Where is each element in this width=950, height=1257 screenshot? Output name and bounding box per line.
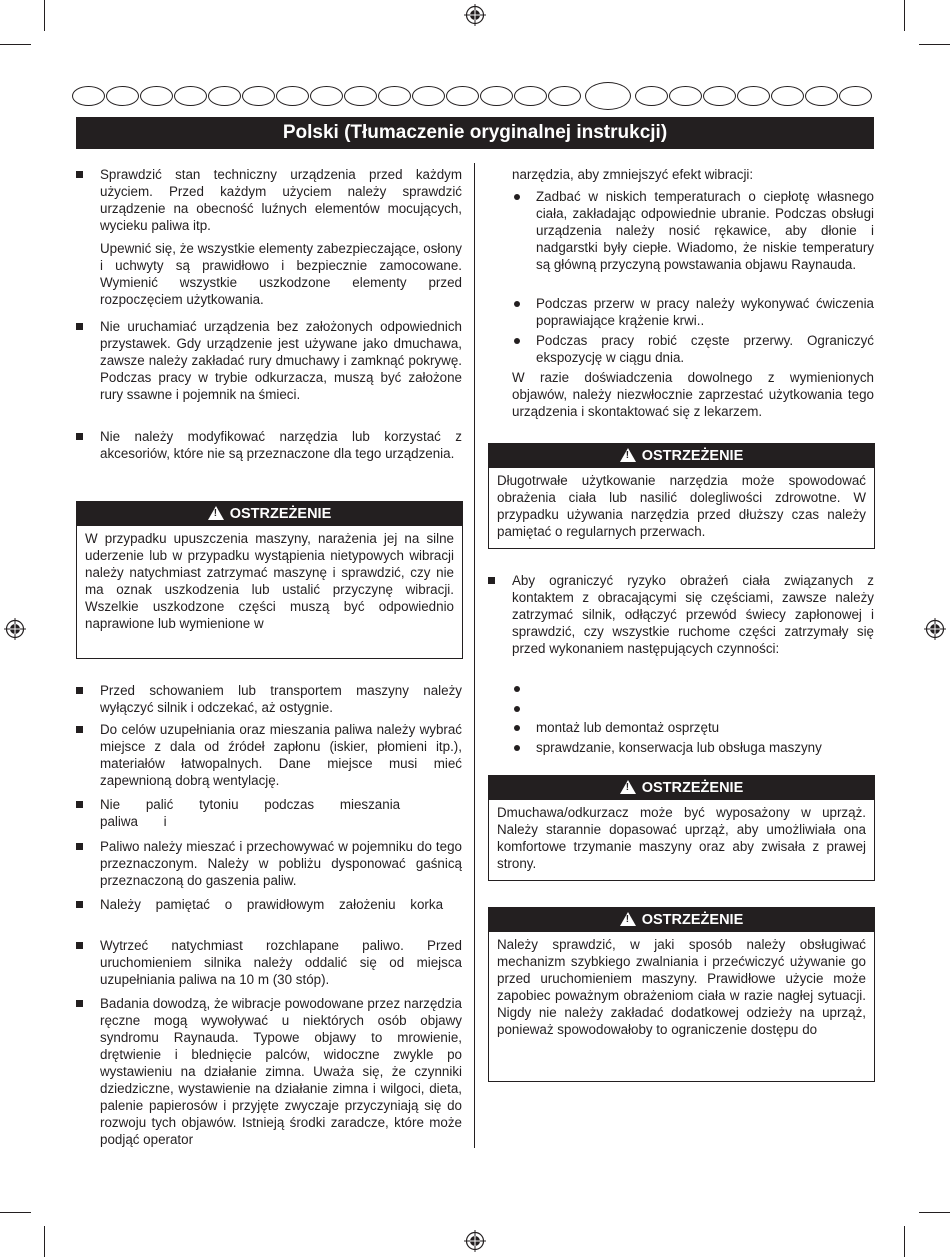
list-item-text: sprawdzanie, konserwacja lub obsługa maszyny — [536, 740, 822, 755]
crop-mark — [904, 0, 905, 31]
list-item — [76, 796, 462, 830]
page-title: Polski (Tłumaczenie oryginalnej instrukcji) — [76, 117, 874, 149]
list-item — [76, 166, 462, 234]
warning-text: Należy sprawdzić, w jaki sposób należy obsługiwać mechanizm szybkiego zwalniania i przećwiczyć używanie go przed uruchomieniem maszyny. Prawidłowe użycie może zapobiec poważnym obrażeniom ciała w razie nagłej sytuacji. Nigdy nie należy zakładać dodatkowej odzieży na uprząż, ponieważ spowodowałoby to ograniczenie dostępu do — [497, 937, 866, 1037]
crop-mark — [919, 1212, 950, 1213]
language-oval — [106, 86, 139, 106]
language-oval — [72, 86, 105, 106]
list-item — [76, 937, 462, 988]
language-oval — [669, 86, 702, 106]
warning-triangle-icon: ! — [620, 780, 636, 794]
language-oval — [140, 86, 173, 106]
list-item — [512, 719, 874, 736]
square-bullet-icon — [76, 801, 83, 808]
list-item — [76, 721, 462, 789]
list-item — [512, 295, 874, 329]
language-oval — [737, 86, 770, 106]
paragraph: W razie doświadczenia dowolnego z wymienionych objawów, należy niezwłocznie zaprzestać użytkowania tego urządzenia i skontaktować się z lekarzem. — [512, 370, 874, 419]
language-oval — [771, 86, 804, 106]
registration-mark-icon — [4, 618, 26, 640]
square-bullet-icon — [76, 323, 83, 330]
list-item-text: Nie należy modyfikować narzędzia lub korzystać z akcesoriów, które nie są przeznaczone dla tego urządzenia. — [100, 429, 462, 461]
list-item-text: Podczas przerw w pracy należy wykonywać ćwiczenia poprawiające krążenie krwi.. — [536, 296, 874, 328]
list-item — [76, 318, 462, 403]
round-bullet-icon — [514, 338, 520, 344]
warning-label: OSTRZEŻENIE — [229, 506, 332, 522]
language-oval — [548, 86, 581, 106]
paragraph: narzędzia, aby zmniejszyć efekt wibracji: — [512, 167, 754, 182]
round-bullet-icon — [514, 686, 520, 692]
list-item-text: Badania dowodzą, że wibracje powodowane przez narzędzia ręczne mogą wywoływać u niektórych osób objawy syndromu Raynauda. Typowe objawy to mrowienie, drętwienie i blednięcie palców, widoczne zwykle po wystawieniu na działanie zimna. Uważa się, że czynniki dziedziczne, wystawienie na działanie zimna i wilgoci, dieta, palenie papierosów i przyjęte zwyczaje przyczyniają się do rozwoju tych objawów. Istnieją środki zaradcze, które może podjąć operator — [100, 996, 462, 1147]
warning-header — [489, 908, 874, 932]
list-item — [76, 896, 462, 913]
list-item-text: Paliwo należy mieszać i przechowywać w pojemniku do tego przeznaczonym. Należy w pobliżu dysponować gaśnicą przeznaczoną do gaszenia paliw. — [100, 839, 462, 888]
language-oval — [242, 86, 275, 106]
list-item-text: Sprawdzić stan techniczny urządzenia przed każdym użyciem. Przed każdym użyciem należy sprawdzić urządzenie na obecność luźnych elementów mocujących, wycieku paliwa itp. — [100, 167, 462, 233]
list-item — [76, 428, 462, 462]
round-bullet-icon — [514, 301, 520, 307]
square-bullet-icon — [76, 843, 83, 850]
square-bullet-icon — [76, 433, 83, 440]
list-item-text: Zadbać w niskich temperaturach o ciepłotę własnego ciała, zakładając odpowiednie ubranie. Podczas obsługi urządzenia należy nosić rękawice, aby dłonie i nadgarstki były ciepłe. Wiadomo, że niskie temperatury są główną przyczyną powstawania objawu Raynauda. — [536, 189, 874, 272]
warning-box — [488, 907, 875, 1082]
square-bullet-icon — [76, 1000, 83, 1007]
list-item — [488, 572, 874, 657]
round-bullet-icon — [514, 725, 520, 731]
warning-text: W przypadku upuszczenia maszyny, narażenia jej na silne uderzenie lub w przypadku wystąpienia nietypowych wibracji należy natychmiast zatrzymać maszynę i sprawdzić, czy nie ma oznak uszkodzenia lub ustalić przyczynę wibracji. Wszelkie uszkodzone części muszą być odpowiednio naprawione lub wymienione w — [85, 531, 454, 631]
language-oval — [378, 86, 411, 106]
warning-box — [488, 775, 875, 881]
list-item-text: Należy pamiętać o prawidłowym założeniu korka — [100, 897, 444, 912]
crop-mark — [919, 44, 950, 45]
language-oval — [480, 86, 513, 106]
list-item — [76, 995, 462, 1148]
list-item-text: Nie palić tytoniu podczas mieszania paliwa i — [100, 797, 401, 829]
warning-label: OSTRZEŻENIE — [641, 780, 744, 796]
warning-header — [77, 502, 462, 526]
list-item — [512, 188, 874, 273]
warning-header — [489, 776, 874, 800]
round-bullet-icon — [514, 194, 520, 200]
language-oval-active — [585, 82, 631, 110]
list-item-text: Przed schowaniem lub transportem maszyny należy wyłączyć silnik i odczekać, aż ostygnie. — [100, 683, 462, 715]
list-item-text: Nie uruchamiać urządzenia bez założonych odpowiednich przystawek. Gdy urządzenie jest używane jako dmuchawa, zawsze należy zakładać rury dmuchawy i zamknąć pokrywę. Podczas pracy w trybie odkurzacza, muszą być założone rury ssawne i pojemnik na śmieci. — [100, 319, 462, 402]
warning-text: Dmuchawa/odkurzacz może być wyposażony w uprząż. Należy starannie dopasować uprząż, aby umożliwiała ona komfortowe trzymanie maszyny oraz aby zwisała z prawej strony. — [497, 805, 866, 871]
registration-mark-icon — [464, 1230, 486, 1252]
warning-triangle-icon: ! — [620, 912, 636, 926]
language-oval — [412, 86, 445, 106]
list-item-text: Aby ograniczyć ryzyko obrażeń ciała związanych z kontaktem z obracającymi się częściami, zawsze należy zatrzymać silnik, odłączyć przewód świecy zapłonowej i sprawdzić, czy wszystkie ruchome części zatrzymały się przed wykonaniem następujących czynności: — [512, 573, 874, 656]
language-oval — [703, 86, 736, 106]
language-oval — [208, 86, 241, 106]
round-bullet-icon — [514, 745, 520, 751]
warning-triangle-icon: ! — [620, 448, 636, 462]
list-item — [76, 682, 462, 716]
square-bullet-icon — [488, 577, 495, 584]
language-oval — [514, 86, 547, 106]
crop-mark — [904, 1226, 905, 1257]
list-item-text: Wytrzeć natychmiast rozchlapane paliwo. Przed uruchomieniem silnika należy oddalić się od miejsca uzupełniania paliwa na 10 m (30 stóp). — [100, 938, 462, 987]
crop-mark — [0, 44, 31, 45]
square-bullet-icon — [76, 171, 83, 178]
list-item-text: Do celów uzupełniania oraz mieszania paliwa należy wybrać miejsce z dala od źródeł zapłonu (iskier, płomieni itp.), materiałów łatwopalnych. Dane miejsce musi mieć zapewnioną dobrą wentylację. — [100, 722, 462, 788]
list-item — [512, 332, 874, 366]
language-oval — [310, 86, 343, 106]
warning-triangle-icon: ! — [208, 506, 224, 520]
list-item — [512, 739, 874, 756]
list-item-text: Podczas pracy robić częste przerwy. Ograniczyć ekspozycję w ciągu dnia. — [536, 333, 874, 365]
language-oval — [344, 86, 377, 106]
square-bullet-icon — [76, 726, 83, 733]
square-bullet-icon — [76, 942, 83, 949]
language-oval — [446, 86, 479, 106]
round-bullet-icon — [514, 706, 520, 712]
warning-text: Długotrwałe użytkowanie narzędzia może spowodować obrażenia ciała lub nasilić dolegliwości zdrowotne. W przypadku używania narzędzia przed dłuższy czas należy pamiętać o regularnych przerwach. — [497, 473, 866, 539]
registration-mark-icon — [924, 618, 946, 640]
warning-box — [488, 443, 875, 549]
language-oval — [805, 86, 838, 106]
language-oval — [174, 86, 207, 106]
warning-label: OSTRZEŻENIE — [641, 448, 744, 464]
square-bullet-icon — [76, 687, 83, 694]
crop-mark — [44, 1226, 45, 1257]
crop-mark — [44, 0, 45, 31]
square-bullet-icon — [76, 901, 83, 908]
list-item — [76, 838, 462, 889]
language-oval — [839, 86, 872, 106]
crop-mark — [0, 1212, 31, 1213]
language-oval — [276, 86, 309, 106]
column-divider — [474, 163, 475, 1148]
warning-label: OSTRZEŻENIE — [641, 912, 744, 928]
list-item-text: montaż lub demontaż osprzętu — [536, 720, 720, 735]
warning-header — [489, 444, 874, 468]
language-oval — [635, 86, 668, 106]
paragraph: Upewnić się, że wszystkie elementy zabezpieczające, osłony i uchwyty są prawidłowo i bezpiecznie zamocowane. Wymienić wszystkie uszkodzone elementy przed rozpoczęciem użytkowania. — [100, 241, 462, 307]
warning-box — [76, 501, 463, 659]
registration-mark-icon — [464, 4, 486, 26]
language-tabs — [72, 86, 878, 108]
